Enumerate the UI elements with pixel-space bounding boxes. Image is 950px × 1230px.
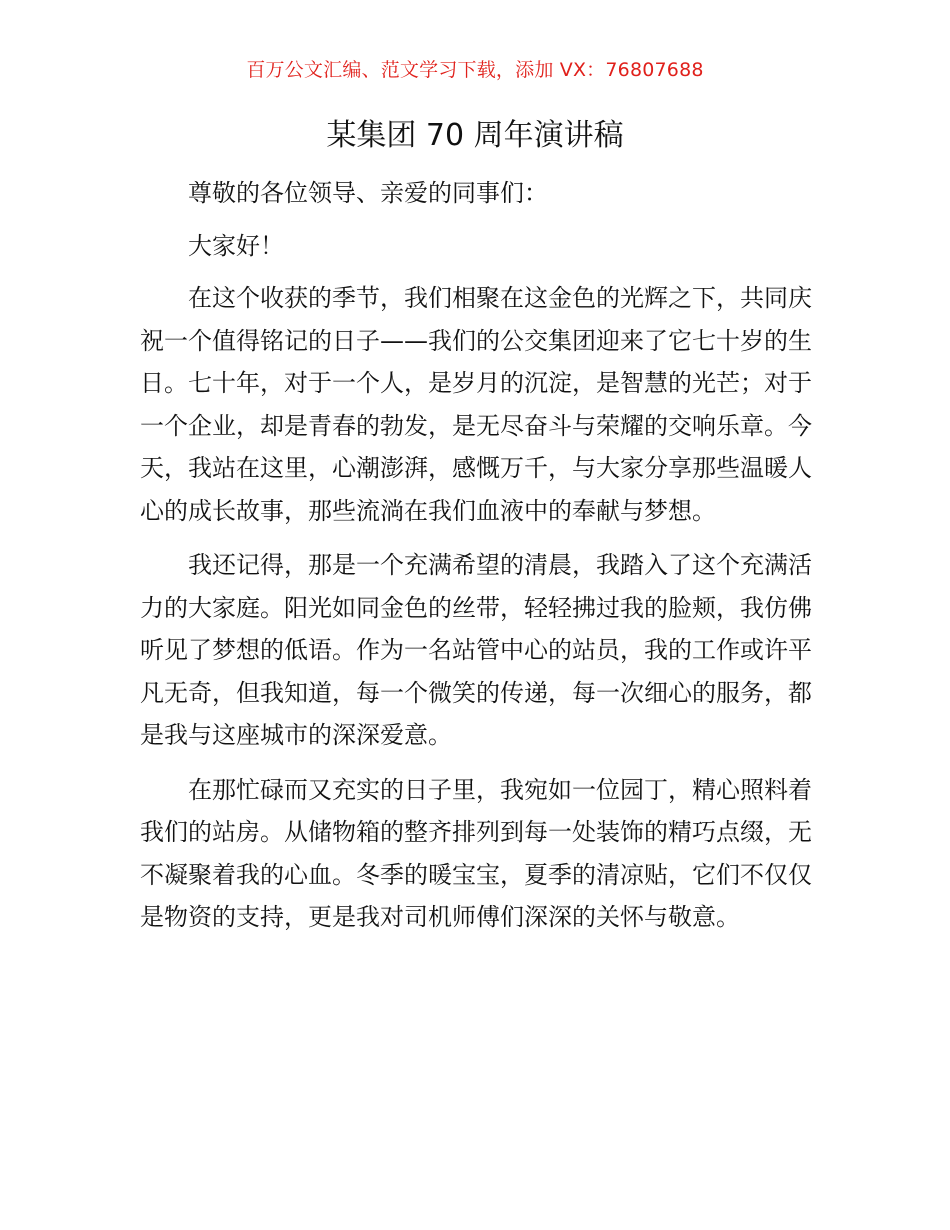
greeting-line: 尊敬的各位领导、亲爱的同事们： <box>188 179 548 207</box>
paragraph-3: 在那忙碌而又充实的日子里，我宛如一位园丁，精心照料着我们的站房。从储物箱的整齐排列到每一处装饰的精巧点缀，无不凝聚着我的心血。冬季的暖宝宝，夏季的清凉贴，它们不仅仅是物资的支持，更是我对司机师傅们深深的关怀与敬意。 <box>140 775 812 931</box>
paragraph-1: 在这个收获的季节，我们相聚在这金色的光辉之下，共同庆祝一个值得铭记的日子——我们的公交集团迎来了它七十岁的生日。七十年，对于一个人，是岁月的沉淀，是智慧的光芒；对于一个企业，却是青春的勃发，是无尽奋斗与荣耀的交响乐章。今天，我站在这里，心潮澎湃，感慨万千，与大家分享那些温暖人心的成长故事，那些流淌在我们血液中的奉献与梦想。 <box>140 284 812 525</box>
header-watermark-note: 百万公文汇编、范文学习下载，添加 VX：76807688 <box>246 59 704 81</box>
salutation-line: 大家好！ <box>188 231 284 260</box>
paragraph-2: 我还记得，那是一个充满希望的清晨，我踏入了这个充满活力的大家庭。阳光如同金色的丝带，轻轻拂过我的脸颊，我仿佛听见了梦想的低语。作为一名站管中心的站员，我的工作或许平凡无奇，但我知道，每一个微笑的传递，每一次细心的服务，都是我与这座城市的深深爱意。 <box>140 551 812 749</box>
document-body <box>140 172 812 951</box>
document-title: 某集团 70 周年演讲稿 <box>326 118 624 153</box>
